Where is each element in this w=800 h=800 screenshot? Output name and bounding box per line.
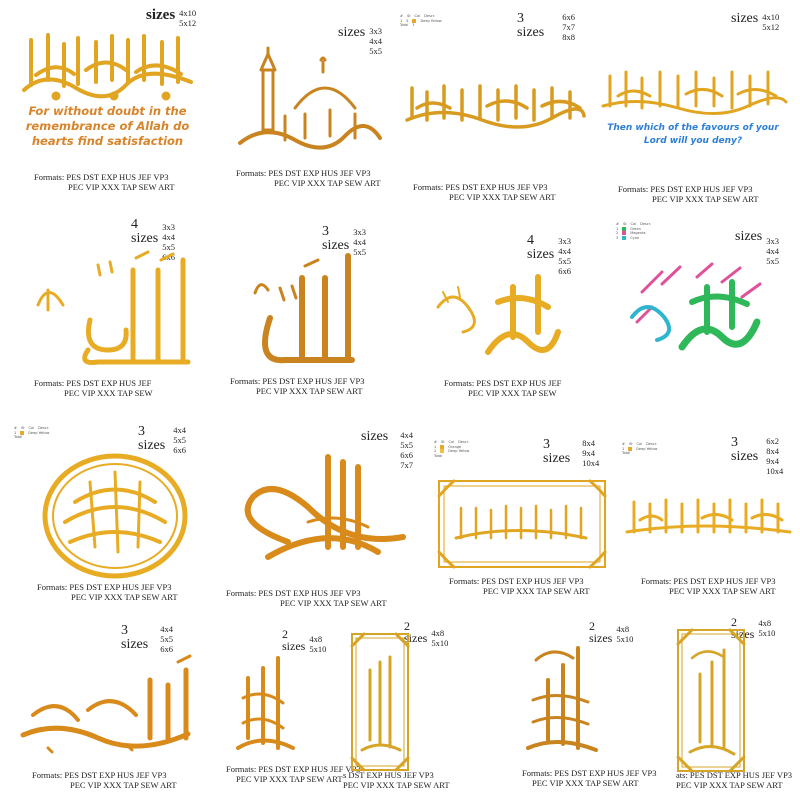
- size-option: 4x10: [762, 12, 780, 22]
- size-option: 4x4: [160, 624, 173, 634]
- formats-line: PEC VIP XXX TAP SEW ART: [676, 780, 783, 790]
- sizes-label: sizes: [735, 229, 763, 244]
- sizes-label: 2 sizes: [589, 619, 613, 645]
- size-option: 3x3: [369, 26, 382, 36]
- size-option: 6x6: [562, 12, 575, 22]
- sizes-list: [758, 616, 775, 638]
- sizes-label: 2 sizes: [404, 619, 428, 645]
- size-option: 10x4: [766, 466, 784, 476]
- sizes-list: [309, 628, 326, 654]
- size-option: 9x4: [766, 456, 779, 466]
- formats-info: [522, 768, 656, 788]
- formats-line: Formats: PES DST EXP HUS JEF VP3: [641, 576, 776, 586]
- size-options: [404, 620, 448, 648]
- formats-info: [230, 376, 364, 396]
- formats-line: Formats: PES DST EXP HUS JEF VP3: [413, 182, 548, 192]
- size-option: 8x4: [766, 446, 779, 456]
- size-option: 5x12: [762, 22, 780, 32]
- formats-line: Formats: PES DST EXP HUS JEF: [34, 378, 152, 388]
- sizes-label: sizes: [731, 11, 759, 26]
- size-option: 4x8: [616, 624, 630, 634]
- formats-info: [226, 764, 360, 784]
- formats-line: Formats: PES DST EXP HUS JEF VP3: [522, 768, 657, 778]
- size-option: 4x8: [309, 634, 323, 644]
- size-option: 6x6: [400, 450, 413, 460]
- size-option: 3x3: [353, 227, 366, 237]
- formats-line: Formats: PES DST EXP HUS JEF VP3: [34, 172, 169, 182]
- size-options: [517, 12, 575, 42]
- formats-line: Formats: PES DST EXP HUS JEF VP3: [236, 168, 371, 178]
- calligraphy-allah-image: [240, 248, 365, 373]
- formats-line: PEC VIP XXX TAP SEW ART: [70, 780, 177, 790]
- size-option: 5x5: [162, 242, 175, 252]
- sizes-label: 3 sizes: [121, 623, 149, 652]
- size-option: 4x8: [431, 628, 445, 638]
- sizes-label: sizes: [146, 7, 176, 23]
- size-option: 5x10: [616, 634, 634, 644]
- sizes-list: [152, 624, 173, 654]
- formats-line: PEC VIP XXX TAP SEW ART: [669, 586, 776, 596]
- size-options: [543, 438, 599, 468]
- size-option: 4x4: [369, 36, 382, 46]
- size-options: [121, 624, 173, 654]
- size-option: 5x12: [179, 18, 197, 28]
- formats-line: PEC VIP XXX TAP SEW: [468, 388, 557, 398]
- size-option: 7x7: [562, 22, 575, 32]
- calligraphy-bismillah-circle-image: [40, 452, 190, 580]
- sizes-label: 3 sizes: [322, 224, 350, 253]
- size-option: 6x2: [766, 436, 779, 446]
- translation-caption: Then which of the favours of your Lord will you deny?: [607, 123, 779, 146]
- sizes-list: [169, 425, 186, 455]
- size-options: [146, 8, 196, 28]
- formats-info: [37, 582, 178, 602]
- size-option: 4x4: [162, 232, 175, 242]
- formats-line: PEC VIP XXX TAP SEW ART: [449, 192, 556, 202]
- calligraphy-subhanallah-image: [228, 648, 303, 758]
- formats-info: [32, 770, 177, 790]
- size-option: 5x5: [160, 634, 173, 644]
- calligraphy-mashallah-image: [622, 492, 792, 540]
- formats-line: s DST EXP HUS JEF VP3: [343, 770, 434, 780]
- formats-line: Formats: PES DST EXP HUS JEF VP3: [618, 184, 753, 194]
- formats-info: [641, 576, 776, 596]
- formats-line: PEC VIP XXX TAP SEW ART: [652, 194, 759, 204]
- formats-line: PEC VIP XXX TAP SEW ART: [343, 780, 450, 790]
- sizes-list: [762, 436, 783, 476]
- size-options: [735, 230, 779, 266]
- size-option: 5x5: [353, 247, 366, 257]
- sizes-label: 2 sizes: [282, 627, 306, 653]
- formats-line: PEC VIP XXX TAP SEW ART: [532, 778, 639, 788]
- size-option: 4x4: [766, 246, 779, 256]
- size-option: 4x4: [558, 246, 571, 256]
- size-option: 5x10: [431, 638, 449, 648]
- sizes-list: [431, 620, 448, 648]
- calligraphy-salawat-image: [402, 80, 587, 130]
- formats-line: PEC VIP XXX TAP SEW ART: [71, 592, 178, 602]
- formats-info: [236, 168, 381, 188]
- formats-line: PEC VIP XXX TAP SEW ART: [68, 182, 175, 192]
- size-option: 4x4: [400, 430, 413, 440]
- formats-line: Formats: PES DST EXP HUS JEF VP3: [32, 770, 167, 780]
- sizes-label: 4 sizes: [527, 233, 555, 262]
- size-option: 5x5: [400, 440, 413, 450]
- formats-line: PEC VIP XXX TAP SEW ART: [236, 774, 343, 784]
- formats-line: Formats: PES DST EXP HUS JEF VP3: [449, 576, 584, 586]
- calligraphy-ramadan-image: [235, 48, 385, 158]
- calligraphy-muhammad-image: [428, 262, 568, 367]
- sizes-label: 3 sizes: [138, 424, 166, 453]
- size-option: 9x4: [582, 448, 595, 458]
- thread-chart: # St Col Descr. 1 Deep Yellow Total: [622, 442, 658, 455]
- formats-info: [676, 770, 792, 790]
- formats-info: [413, 182, 556, 202]
- calligraphy-bihamdihi-image: [518, 640, 603, 758]
- calligraphy-bihamdihi-frame-image: [676, 628, 746, 773]
- sizes-list: [766, 230, 779, 266]
- sizes-label: 4 sizes: [131, 217, 159, 246]
- calligraphy-rahman-image: [598, 66, 788, 116]
- formats-line: Formats: PES DST EXP HUS JEF VP3: [226, 588, 361, 598]
- size-option: 3x3: [766, 236, 779, 246]
- size-option: 4x8: [758, 618, 772, 628]
- formats-info: [444, 378, 561, 398]
- size-option: 5x5: [766, 256, 779, 266]
- size-option: 3x3: [162, 222, 175, 232]
- size-option: 5x5: [558, 256, 571, 266]
- size-option: 6x6: [162, 252, 175, 262]
- size-option: 10x4: [582, 458, 600, 468]
- formats-line: PEC VIP XXX TAP SEW: [64, 388, 153, 398]
- sizes-label: 3 sizes: [543, 437, 571, 466]
- sizes-label: 3 sizes: [731, 435, 759, 464]
- size-option: 4x10: [179, 8, 197, 18]
- sizes-label: 2 sizes: [731, 615, 755, 641]
- formats-line: PEC VIP XXX TAP SEW ART: [274, 178, 381, 188]
- calligraphy-allah-image: [18, 250, 198, 370]
- size-option: 7x7: [400, 460, 413, 470]
- calligraphy-tughra-image: [228, 452, 408, 577]
- calligraphy-mashallah-frame-image: [436, 478, 608, 570]
- size-option: 5x10: [758, 628, 776, 638]
- thread-chart: # St Col Descr. 1 Orange 2 Deep Yellow Total: [434, 440, 470, 458]
- size-option: 5x5: [173, 435, 186, 445]
- size-option: 6x6: [173, 445, 186, 455]
- formats-info: [449, 576, 590, 596]
- size-option: 8x4: [582, 438, 595, 448]
- sizes-list: [179, 8, 196, 28]
- formats-line: ats: PES DST EXP HUS JEF VP3: [676, 770, 793, 780]
- sizes-list: [548, 12, 575, 42]
- size-option: 6x6: [558, 266, 571, 276]
- calligraphy-dhikr-image: [16, 30, 201, 102]
- size-option: 4x4: [353, 237, 366, 247]
- formats-info: [34, 378, 153, 398]
- size-options: [731, 12, 779, 32]
- formats-info: [34, 172, 175, 192]
- size-option: 4x4: [173, 425, 186, 435]
- sizes-list: [616, 620, 633, 644]
- sizes-list: [762, 12, 779, 32]
- size-options: [731, 436, 783, 476]
- size-option: 6x6: [160, 644, 173, 654]
- formats-line: Formats: PES DST EXP HUS JEF VP3: [230, 376, 365, 386]
- thread-chart: # St Col Descr. 1 Deep Yellow Total: [14, 426, 50, 439]
- formats-line: Formats: PES DST EXP HUS JEF VP3: [226, 764, 361, 774]
- sizes-label: sizes: [338, 25, 366, 40]
- size-option: 3x3: [558, 236, 571, 246]
- sizes-label: 3 sizes: [517, 11, 545, 40]
- size-options: [138, 425, 186, 455]
- translation-caption: For without doubt in the remembrance of Allah do hearts find satisfaction: [25, 104, 190, 148]
- size-option: 5x5: [369, 46, 382, 56]
- formats-line: PEC VIP XXX TAP SEW ART: [280, 598, 387, 608]
- formats-line: Formats: PES DST EXP HUS JEF VP3: [37, 582, 172, 592]
- calligraphy-astaghfirullah-image: [18, 660, 200, 755]
- thread-chart: # St Col Descr. 1 5 Deep Yellow Total 3: [400, 14, 442, 27]
- formats-info: [343, 770, 450, 790]
- size-option: 5x10: [309, 644, 327, 654]
- formats-line: PEC VIP XXX TAP SEW ART: [256, 386, 363, 396]
- formats-info: [226, 588, 387, 608]
- formats-line: PEC VIP XXX TAP SEW ART: [483, 586, 590, 596]
- formats-line: Formats: PES DST EXP HUS JEF: [444, 378, 562, 388]
- size-option: 8x8: [562, 32, 575, 42]
- thread-chart: # St Col Descr. 1 Green 2 Magenta 3 Cyan: [616, 222, 651, 240]
- calligraphy-muhammad-color-image: [622, 262, 767, 372]
- calligraphy-subhanallah-frame-image: [350, 632, 410, 772]
- formats-info: [618, 184, 759, 204]
- sizes-label: sizes: [361, 429, 389, 444]
- sizes-list: [574, 438, 599, 468]
